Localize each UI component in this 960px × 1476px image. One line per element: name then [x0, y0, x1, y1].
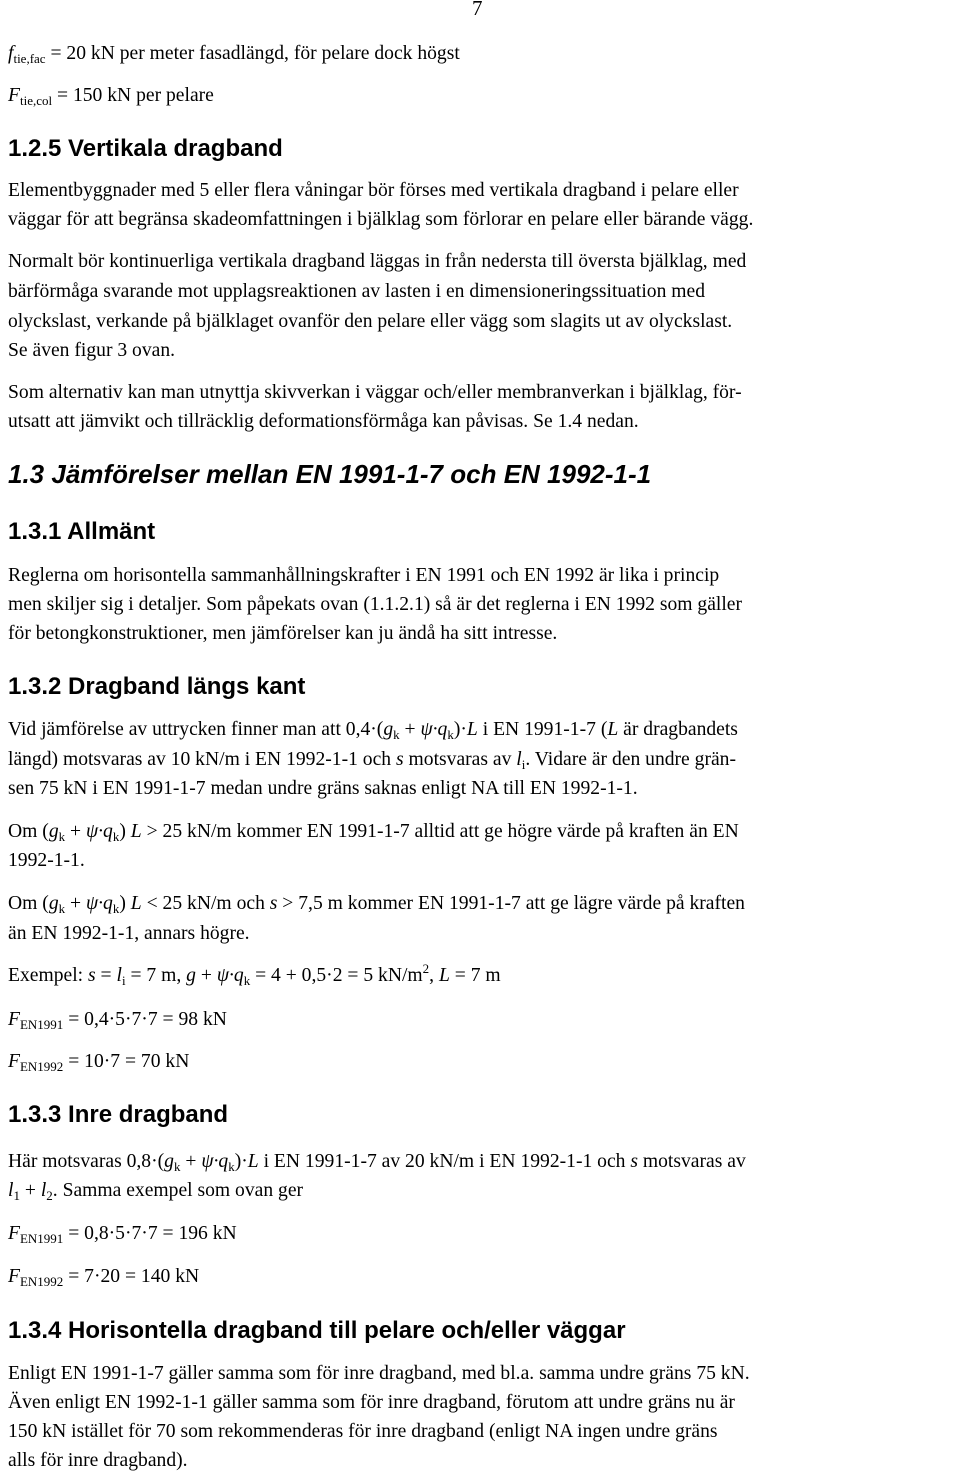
F-tie-col-line: $F_{tie,col} = 150$ kN per pelare — [8, 85, 214, 108]
formula-F-EN1991: $F_{EN1991} = 0,8\cdot 5\cdot 7\cdot 7 = 196$ kN — [8, 1223, 237, 1246]
heading-1-3-1: 1.3.1 Allmänt — [8, 518, 156, 545]
paragraph-line: utsatt att jämvikt och tillräcklig deformationsförmåga kan påvisas. Se 1.4 nedan. — [8, 411, 639, 432]
paragraph-line: olyckslast, verkande på bjälklaget ovanför den pelare eller vägg som slagits ut av olyckslast. — [8, 311, 733, 332]
paragraph-line: 150 kN istället för 70 som rekommenderas för inre dragband (enligt NA ingen undre gräns — [8, 1421, 718, 1442]
paragraph-line: alls för inre dragband). — [8, 1450, 188, 1471]
paragraph-line: väggar för att begränsa skadeomfattningen i bjälklag som förlorar en pelare eller bärande vägg. — [8, 209, 754, 230]
paragraph-line: Även enligt EN 1992-1-1 gäller samma som för inre dragband, förutom att undre gräns nu är — [8, 1392, 735, 1413]
page-number: 7 — [472, 0, 483, 20]
formula-line: $l_1 + l_2$. Samma exempel som ovan ger — [8, 1180, 304, 1203]
f-tie-fac-line: $f_{tie,fac} = 20$ kN per meter fasadlängd, för pelare dock högst — [8, 43, 460, 66]
heading-1-3-3: 1.3.3 Inre dragband — [8, 1101, 229, 1128]
paragraph-line: Elementbyggnader med 5 eller flera våningar bör förses med vertikala dragband i pelare eller — [8, 180, 739, 201]
paragraph-line: för betongkonstruktioner, men jämförelser kan ju ändå ha sitt intresse. — [8, 623, 558, 644]
formula-F-EN1992: $F_{EN1992} = 7\cdot 20 = 140$ kN — [8, 1266, 200, 1289]
paragraph-line: bärförmåga svarande mot upplagsreaktionen av lasten i en dimensioneringssituation med — [8, 281, 706, 302]
paragraph-line: sen 75 kN i EN 1991-1-7 medan undre gräns saknas enligt NA till EN 1992-1-1. — [8, 778, 638, 799]
paragraph-line: Normalt bör kontinuerliga vertikala dragband läggas in från nedersta till översta bjälklag, med — [8, 251, 747, 272]
paragraph-line: än EN 1992-1-1, annars högre. — [8, 923, 250, 944]
heading-1-3-2: 1.3.2 Dragband längs kant — [8, 673, 306, 700]
paragraph-line: 1992-1-1. — [8, 850, 85, 871]
formula-line: Om $(g_k + \psi\cdot q_k) L > 25$ kN/m kommer EN 1991-1-7 alltid att ge högre värde på kraften än EN — [8, 821, 739, 844]
paragraph-line: Se även figur 3 ovan. — [8, 340, 176, 361]
heading-1-3-4: 1.3.4 Horisontella dragband till pelare och/eller väggar — [8, 1317, 626, 1344]
formula-line: längd) motsvaras av 10 kN/m i EN 1992-1-1 och s motsvaras av $l_i$. Vidare är den undre grän- — [8, 749, 736, 772]
heading-1-3: 1.3 Jämförelser mellan EN 1991-1-7 och EN 1992-1-1 — [8, 459, 652, 489]
heading-1-2-5: 1.2.5 Vertikala dragband — [8, 135, 283, 162]
paragraph-line: Reglerna om horisontella sammanhållningskrafter i EN 1991 och EN 1992 är lika i princip — [8, 565, 720, 586]
paragraph-line: Som alternativ kan man utnyttja skivverkan i väggar och/eller membranverkan i bjälklag, för- — [8, 382, 742, 403]
formula-line: Om $(g_k + \psi\cdot q_k) L < 25$ kN/m och s > 7,5 m kommer EN 1991-1-7 att ge lägre värde på kraften — [8, 893, 745, 916]
formula-line: Här motsvaras $0,8\cdot(g_k + \psi\cdot q_k)\cdot L$ i EN 1991-1-7 av 20 kN/m i EN 1992-1-1 och s motsvaras av — [8, 1151, 746, 1174]
paragraph-line: Enligt EN 1991-1-7 gäller samma som för inre dragband, med bl.a. samma undre gräns 75 kN. — [8, 1363, 750, 1384]
formula-line: Vid jämförelse av uttrycken finner man att $0,4\cdot(g_k + \psi\cdot q_k)\cdot L$ i EN 1991-1-7 (L är dragbandets — [8, 719, 738, 742]
example-line: Exempel: $s = l_i = 7$ m, $g + \psi\cdot q_k = 4 + 0,5\cdot 2 = 5$ $kN/m^2$, L = 7 m — [8, 961, 501, 988]
formula-F-EN1992: $F_{EN1992} = 10\cdot 7 = 70$ kN — [8, 1051, 190, 1074]
formula-F-EN1991: $F_{EN1991} = 0,4\cdot 5\cdot 7\cdot 7 = 98$ kN — [8, 1009, 227, 1032]
paragraph-line: men skiljer sig i detaljer. Som påpekats ovan (1.1.2.1) så är det reglerna i EN 1992 som gäller — [8, 594, 743, 615]
